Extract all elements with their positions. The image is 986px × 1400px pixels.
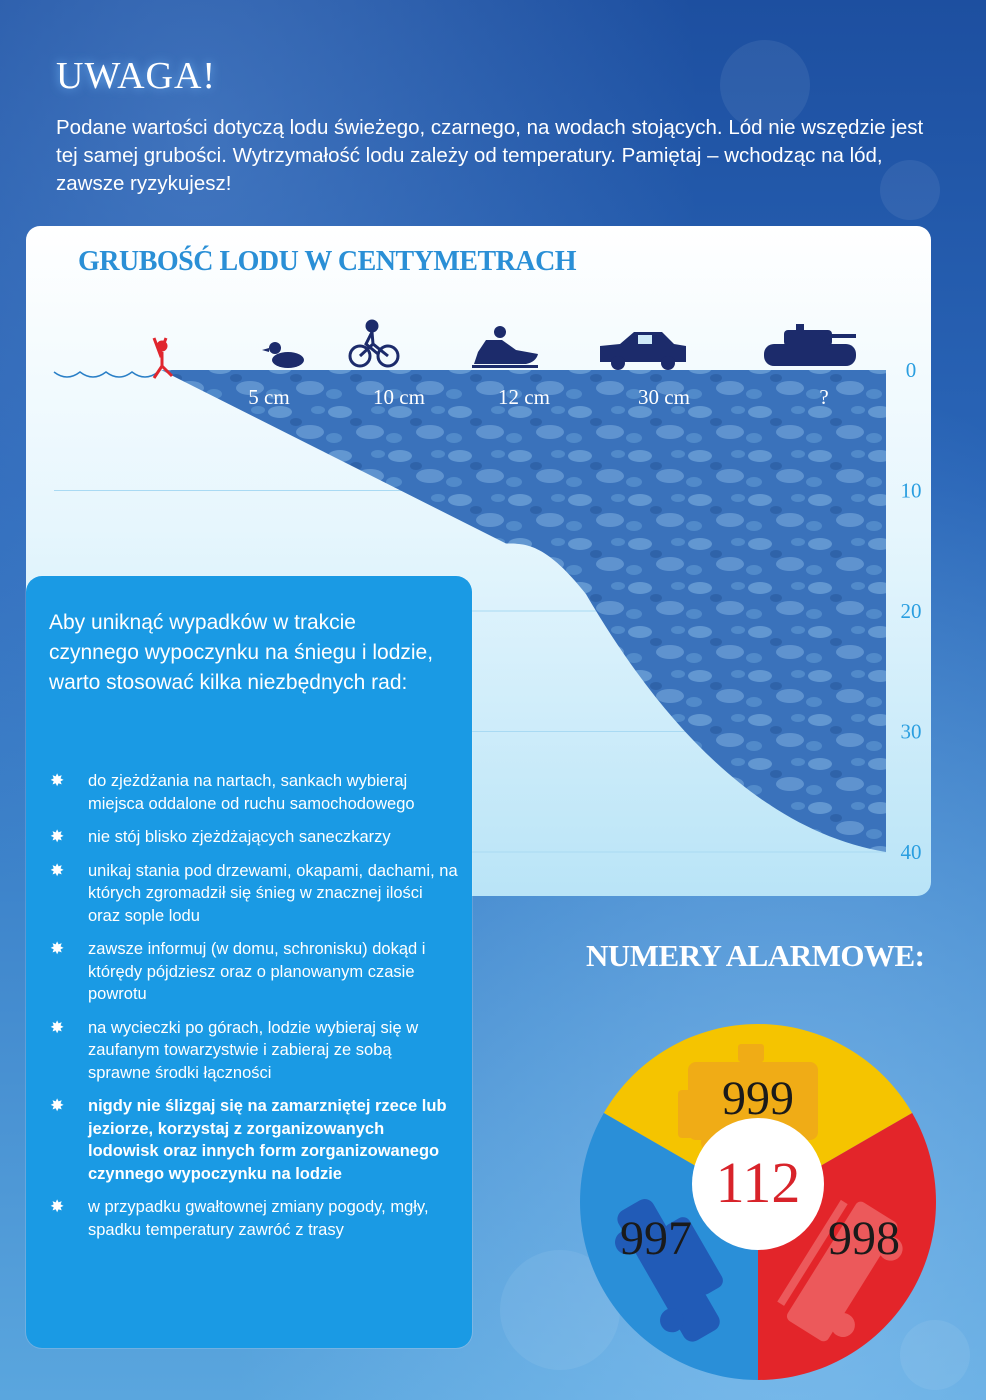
burst-star-icon: ✸ [50, 1197, 65, 1216]
list-item: ✸ w przypadku gwałtownej zmiany pogody, mgły, spadku temperatury zawróć z trasy [50, 1197, 429, 1239]
general-emergency-number[interactable]: 112 [715, 1150, 801, 1215]
ambulance-number[interactable]: 999 [722, 1072, 794, 1125]
y-tick-label: 30 [900, 719, 922, 744]
duck-icon [262, 342, 304, 368]
thickness-label: 5 cm [248, 385, 290, 409]
fire-number[interactable]: 998 [828, 1212, 900, 1265]
list-item: ✸ unikaj stania pod drzewami, okapami, dachami, na których zgromadził się śnieg w znacznej ilości oraz sople lodu [50, 860, 458, 925]
list-item: ✸ nie stój blisko zjeżdżających saneczkarzy [48, 826, 458, 849]
safety-advice-box [26, 576, 472, 1348]
emergency-numbers-title: NUMERY ALARMOWE: [586, 938, 925, 973]
list-item: ✸ na wycieczki po górach, lodzie wybieraj się w zaufanym towarzystwie i zabieraj ze sobą sprawne środki łączności [50, 1017, 419, 1082]
cyclist-icon [350, 321, 398, 366]
burst-star-icon: ✸ [50, 860, 65, 880]
intro-text: Podane wartości dotyczą lodu świeżego, czarnego, na wodach stojących. Lód nie wszędzie jest tej samej grubości. Wytrzymałość lodu zależy od temperatury. Pamiętaj – wchodząc na lód, zawsze ryzykujesz! [56, 116, 924, 195]
advice-lead: Aby uniknąć wypadków w trakcie czynnego wypoczynku na śniegu i lodzie, warto stosować kilka niezbędnych rad: [49, 611, 434, 694]
y-tick-label: 10 [900, 478, 922, 503]
list-item: ✸ nigdy nie ślizgaj się na zamarzniętej rzece lub jeziorze, korzystaj z zorganizowanych lodowisk oraz innych form zorganizowanego czynnego wypoczynku na lodzie [50, 1096, 447, 1183]
list-item: ✸ do zjeżdżania na nartach, sankach wybieraj miejsca oddalone od ruchu samochodowego [50, 771, 415, 813]
burst-star-icon: ✸ [50, 827, 65, 846]
thickness-label: ? [819, 385, 829, 409]
thickness-label: 12 cm [498, 385, 550, 409]
snowmobile-icon [472, 326, 538, 368]
tank-icon [764, 324, 856, 366]
chart-title: GRUBOŚĆ LODU W CENTYMETRACH [78, 246, 577, 277]
water-waves [54, 372, 158, 377]
thickness-label: 10 cm [373, 385, 425, 409]
safety-tips-list [48, 770, 458, 1252]
y-tick-label: 0 [905, 358, 917, 382]
police-number[interactable]: 997 [620, 1212, 692, 1265]
y-tick-label: 40 [900, 840, 922, 864]
burst-star-icon: ✸ [50, 1096, 65, 1115]
burst-star-icon: ✸ [50, 939, 65, 958]
thickness-label: 30 cm [638, 385, 690, 409]
burst-star-icon: ✸ [50, 771, 65, 790]
person-icon [154, 338, 172, 378]
y-tick-label: 20 [900, 599, 922, 623]
emergency-numbers-dial [578, 1022, 938, 1382]
burst-star-icon: ✸ [50, 1017, 65, 1037]
page-title: UWAGA! [56, 55, 217, 97]
list-item: ✸ zawsze informuj (w domu, schronisku) dokąd i którędy pójdziesz oraz o planowanym czasie powrotu [50, 939, 426, 1003]
car-icon [600, 332, 686, 370]
